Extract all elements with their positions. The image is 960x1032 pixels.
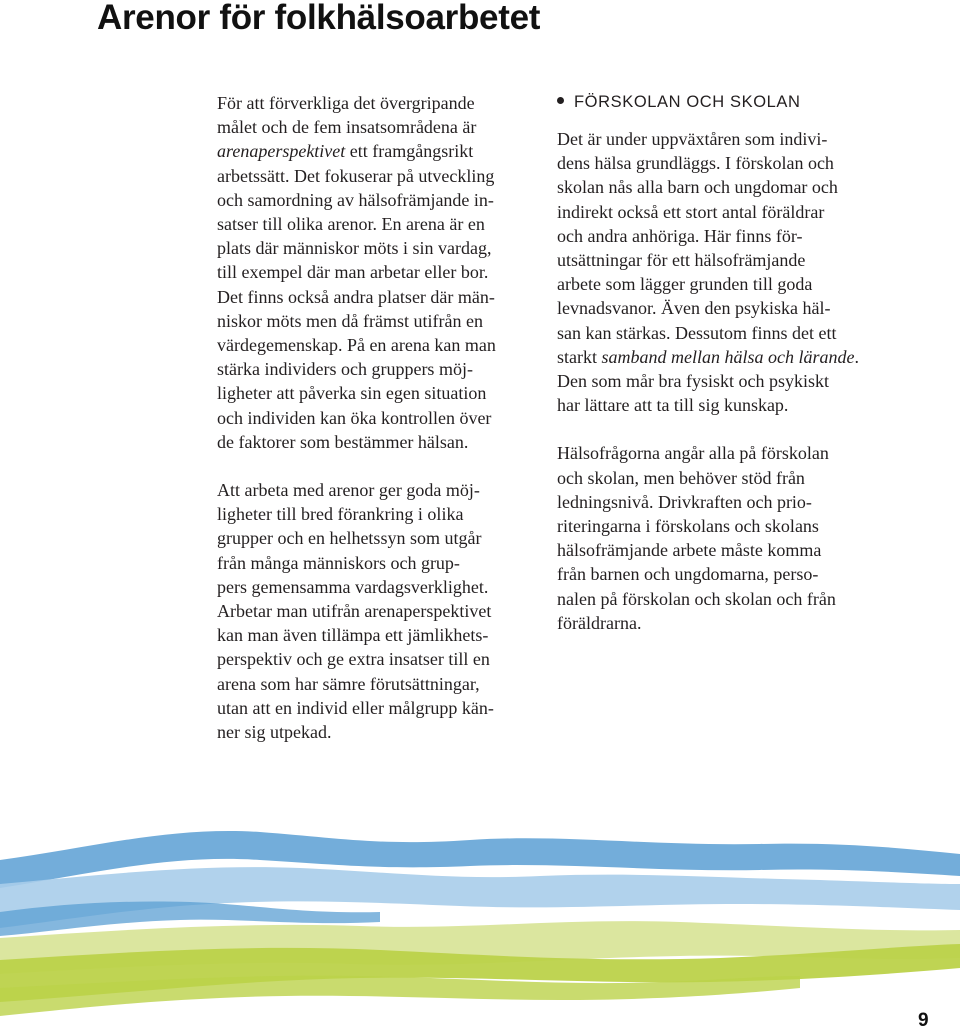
text-line: nalen på förskolan och skolan och från bbox=[557, 588, 836, 609]
text-line: ner sig utpekad. bbox=[217, 722, 332, 743]
text-line: perspektiv och ge extra insatser till en bbox=[217, 649, 490, 670]
text-line: arenaperspektivet ett framgångsrikt bbox=[217, 141, 474, 162]
page-number: 9 bbox=[918, 1010, 929, 1031]
school-paragraph bbox=[557, 127, 877, 417]
text-line: Det är under uppväxtåren som indivi- bbox=[557, 129, 828, 149]
text-line: ledningsnivå. Drivkraften och prio- bbox=[557, 491, 812, 512]
text-line: kan man även tillämpa ett jämlikhets- bbox=[217, 625, 489, 646]
text-line: stärka individers och gruppers möj- bbox=[217, 359, 473, 380]
text-line: dens hälsa grundläggs. I förskolan och bbox=[557, 153, 834, 174]
text-line: de faktorer som bestämmer hälsan. bbox=[217, 431, 469, 452]
text-line: För att förverkliga det övergripande bbox=[217, 93, 475, 113]
intro-paragraph bbox=[217, 91, 517, 454]
text-line: pers gemensamma vardagsverklighet. bbox=[217, 576, 489, 597]
text-line: grupper och en helhetssyn som utgår bbox=[217, 528, 482, 549]
arenas-paragraph bbox=[217, 478, 517, 744]
text-line: levnadsvanor. Även den psykiska häl- bbox=[557, 298, 831, 319]
section-heading bbox=[557, 93, 801, 112]
text-line: skolan nås alla barn och ungdomar och bbox=[557, 177, 838, 198]
text-line: och skolan, men behöver stöd från bbox=[557, 467, 805, 488]
text-line: ligheter att påverka sin egen situation bbox=[217, 383, 487, 404]
text-line: starkt samband mellan hälsa och lärande. bbox=[557, 346, 859, 367]
text-line: och individen kan öka kontrollen över bbox=[217, 407, 492, 428]
section-heading-label: FÖRSKOLAN OCH SKOLAN bbox=[574, 93, 801, 111]
text-line: arbetssätt. Det fokuserar på utveckling bbox=[217, 165, 495, 186]
text-line: hälsofrämjande arbete måste komma bbox=[557, 540, 822, 561]
text-line: Den som mår bra fysiskt och psykiskt bbox=[557, 371, 829, 392]
text-line: Det finns också andra platser där män- bbox=[217, 286, 495, 307]
text-line: arena som har sämre förutsättningar, bbox=[217, 673, 480, 694]
emphasis-samband: samband mellan hälsa och lärande bbox=[601, 346, 855, 367]
text-line: Arbetar man utifrån arenaperspektivet bbox=[217, 601, 492, 622]
text-line: och samordning av hälsofrämjande in- bbox=[217, 189, 494, 210]
text-line: plats där människor möts i sin vardag, bbox=[217, 238, 492, 259]
text-line: niskor möts men då främst utifrån en bbox=[217, 310, 483, 331]
text-line: till exempel där man arbetar eller bor. bbox=[217, 262, 489, 283]
health-issues-paragraph bbox=[557, 441, 877, 635]
bullet-icon bbox=[557, 97, 564, 104]
text-line: san kan stärkas. Dessutom finns det ett bbox=[557, 322, 837, 343]
left-column bbox=[217, 91, 517, 744]
text-line: Att arbeta med arenor ger goda möj- bbox=[217, 480, 480, 501]
text-line: Hälsofrågorna angår alla på förskolan bbox=[557, 443, 829, 464]
text-line: föräldrarna. bbox=[557, 612, 642, 633]
text-line: från många människors och grup- bbox=[217, 552, 460, 573]
emphasis-arenaperspektivet: arenaperspektivet bbox=[217, 141, 346, 162]
text-line: riteringarna i förskolans och skolans bbox=[557, 516, 819, 537]
text-line: och andra anhöriga. Här finns för- bbox=[557, 225, 803, 246]
text-line: från barnen och ungdomarna, perso- bbox=[557, 564, 819, 585]
text-line: ligheter till bred förankring i olika bbox=[217, 504, 464, 525]
text-line: utsättningar för ett hälsofrämjande bbox=[557, 250, 806, 271]
text-line: indirekt också ett stort antal föräldrar bbox=[557, 201, 825, 222]
text-line: värdegemenskap. På en arena kan man bbox=[217, 335, 496, 356]
text-line: arbete som lägger grunden till goda bbox=[557, 274, 813, 295]
right-column bbox=[557, 127, 877, 635]
text-line: har lättare att ta till sig kunskap. bbox=[557, 395, 789, 416]
page-title: Arenor för folkhälsoarbetet bbox=[97, 0, 541, 37]
brush-stroke-waves bbox=[0, 818, 960, 1031]
text-line: målet och de fem insatsområdena är bbox=[217, 117, 477, 138]
text-line: utan att en individ eller målgrupp kän- bbox=[217, 697, 494, 718]
text-line: satser till olika arenor. En arena är en bbox=[217, 214, 485, 235]
